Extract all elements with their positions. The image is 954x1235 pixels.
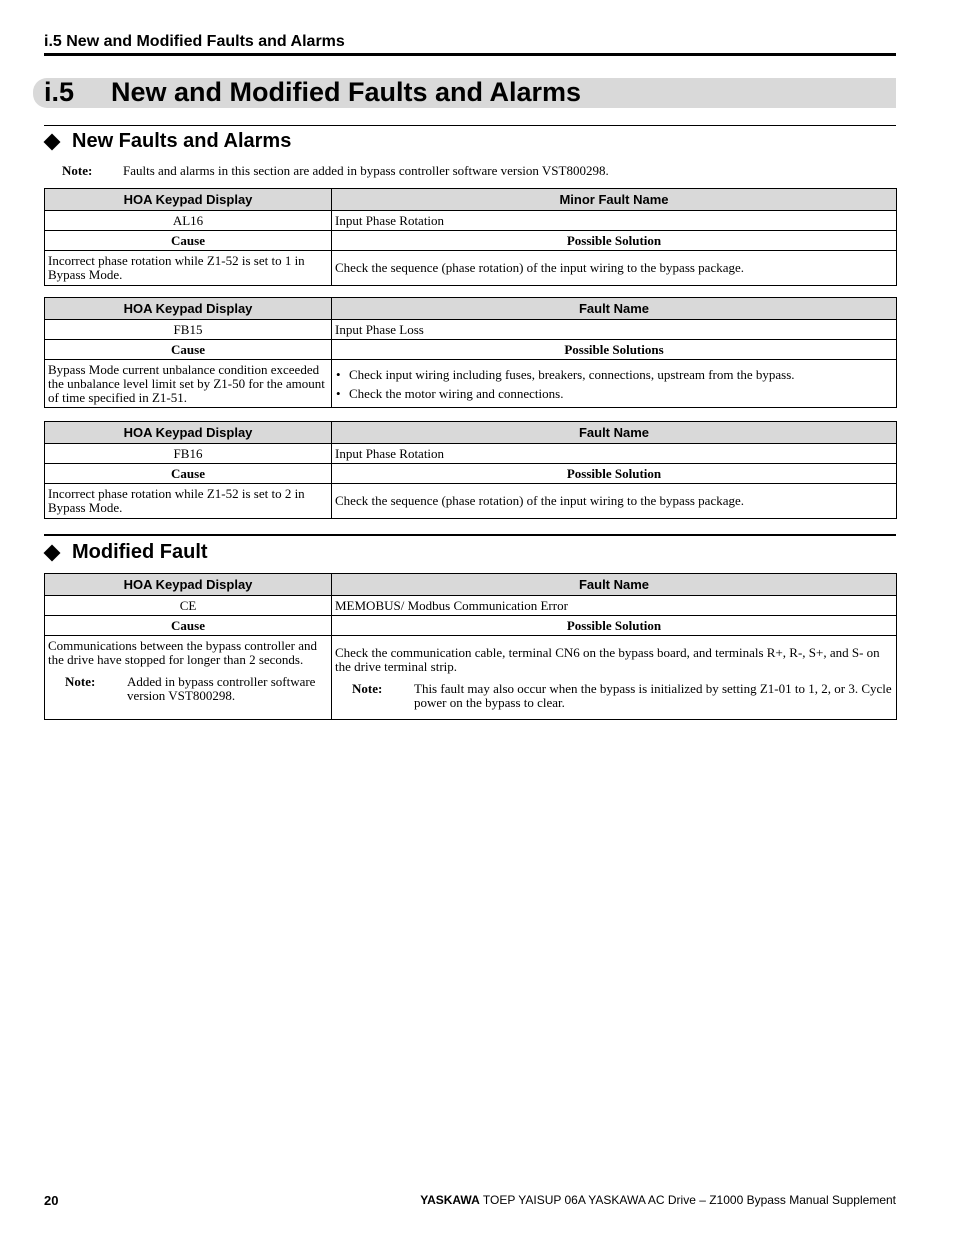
fault-name: MEMOBUS/ Modbus Communication Error	[332, 596, 897, 616]
note-label: Note:	[352, 681, 383, 696]
fault-name: Input Phase Rotation	[332, 211, 897, 231]
table-header-display: HOA Keypad Display	[45, 298, 332, 320]
chapter-title: New and Modified Faults and Alarms	[111, 77, 582, 107]
solution-label: Possible Solutions	[332, 340, 897, 360]
page-number: 20	[44, 1193, 59, 1208]
fault-name: Input Phase Loss	[332, 320, 897, 340]
table-header-display: HOA Keypad Display	[45, 574, 332, 596]
section-new-faults	[44, 125, 896, 153]
cause-label: Cause	[45, 231, 332, 251]
cause-text: Communications between the bypass controller and the drive have stopped for longer than 2 seconds.	[48, 638, 317, 667]
note-text: Added in bypass controller software version VST800298.	[127, 674, 316, 703]
section-note	[62, 163, 609, 179]
solution-label: Possible Solution	[332, 231, 897, 251]
cause-label: Cause	[45, 340, 332, 360]
fault-code: FB15	[45, 320, 332, 340]
section-title: Modified Fault	[72, 541, 208, 563]
cause-text: Incorrect phase rotation while Z1-52 is set to 1 in Bypass Mode.	[45, 251, 332, 286]
cause-note	[48, 675, 328, 703]
note-text: Faults and alarms in this section are added in bypass controller software version VST800298.	[123, 163, 609, 178]
table-header-name: Fault Name	[332, 298, 897, 320]
solution-cell	[332, 636, 897, 720]
cause-text: Bypass Mode current unbalance condition exceeded the unbalance level limit set by Z1-50 for the amount of time specified in Z1-51.	[45, 360, 332, 408]
section-modified-fault	[44, 534, 896, 564]
solution-text: Check the communication cable, terminal CN6 on the bypass board, and terminals R+, R-, S+, and S- on the drive terminal strip.	[335, 645, 880, 674]
note-text: This fault may also occur when the bypass is initialized by setting Z1-01 to 1, 2, or 3. Cycle power on the bypass to clear.	[414, 681, 892, 710]
fault-code: FB16	[45, 444, 332, 464]
fault-name: Input Phase Rotation	[332, 444, 897, 464]
cause-label: Cause	[45, 616, 332, 636]
cause-cell	[45, 636, 332, 720]
footer-doc-title	[420, 1193, 896, 1207]
footer-brand: YASKAWA	[420, 1193, 480, 1207]
solution-label: Possible Solution	[332, 464, 897, 484]
fault-code: CE	[45, 596, 332, 616]
solution-text: Check the sequence (phase rotation) of the input wiring to the bypass package.	[332, 484, 897, 519]
solution-label: Possible Solution	[332, 616, 897, 636]
diamond-bullet-icon	[44, 544, 61, 561]
footer-text: TOEP YAISUP 06A YASKAWA AC Drive – Z1000 Bypass Manual Supplement	[482, 1193, 896, 1207]
note-label: Note:	[62, 163, 93, 178]
section-title: New Faults and Alarms	[72, 130, 292, 152]
fault-table-fb16	[44, 421, 897, 519]
table-header-name: Minor Fault Name	[332, 189, 897, 211]
fault-table-fb15	[44, 297, 897, 408]
table-header-name: Fault Name	[332, 422, 897, 444]
solution-list	[332, 360, 897, 408]
cause-text: Incorrect phase rotation while Z1-52 is set to 2 in Bypass Mode.	[45, 484, 332, 519]
table-header-display: HOA Keypad Display	[45, 189, 332, 211]
list-item: • Check input wiring including fuses, breakers, connections, upstream from the bypass.	[335, 365, 893, 384]
table-header-display: HOA Keypad Display	[45, 422, 332, 444]
solution-note	[335, 682, 893, 710]
list-item: • Check the motor wiring and connections.	[335, 384, 893, 403]
fault-table-ce	[44, 573, 897, 720]
running-head: i.5 New and Modified Faults and Alarms	[44, 33, 896, 56]
table-header-name: Fault Name	[332, 574, 897, 596]
note-label: Note:	[65, 674, 96, 689]
chapter-number: i.5	[44, 77, 75, 107]
fault-code: AL16	[45, 211, 332, 231]
solution-text: Check the sequence (phase rotation) of the input wiring to the bypass package.	[332, 251, 897, 286]
diamond-bullet-icon	[44, 133, 61, 150]
fault-table-al16	[44, 188, 897, 286]
cause-label: Cause	[45, 464, 332, 484]
